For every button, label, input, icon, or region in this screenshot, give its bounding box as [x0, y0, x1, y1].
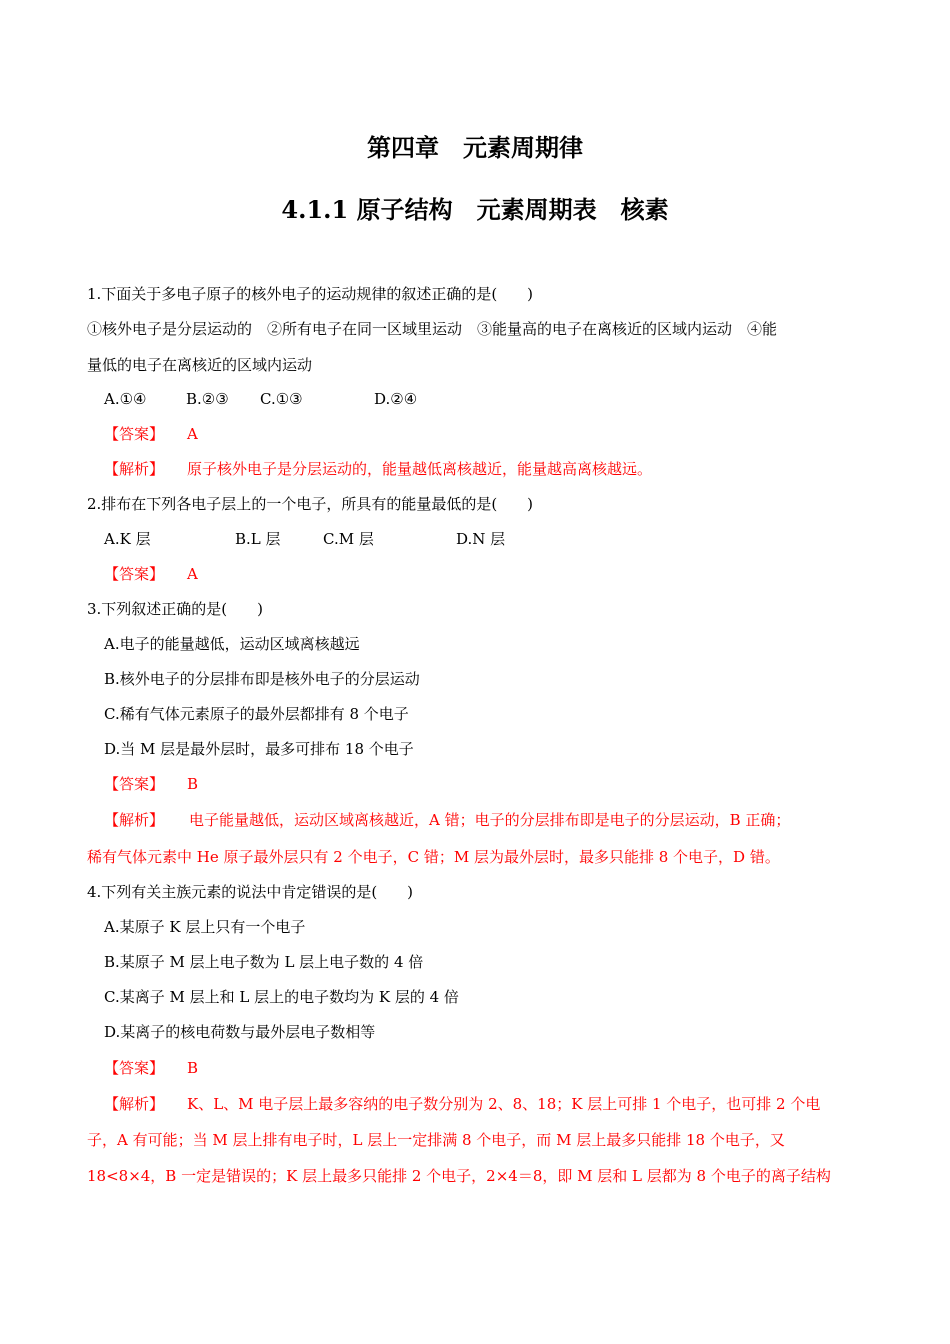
question-2-stem: 2.排布在下列各电子层上的一个电子，所具有的能量最低的是( ) [87, 495, 534, 513]
option-d: D.当 M 层是最外层时，最多可排布 18 个电子 [104, 740, 414, 758]
question-4-analysis-line: 子，A 有可能；当 M 层上排有电子时，L 层上一定排满 8 个电子，而 M 层上最多只能排 18 个电子，又 [87, 1131, 785, 1149]
question-2-options [104, 529, 524, 549]
analysis-label: 【解析】 [104, 1095, 165, 1113]
analysis-text: 电子能量越低，运动区域离核越近，A 错；电子的分层排布即是电子的分层运动，B 正确； [189, 811, 791, 829]
section-title: 4.1.1 原子结构 元素周期表 核素 [281, 195, 669, 224]
answer-label: 【答案】 [104, 775, 165, 793]
question-1-stem: 1.下面关于多电子原子的核外电子的运动规律的叙述正确的是( ) [87, 285, 534, 303]
question-4-answer [104, 1058, 304, 1078]
answer-value: A [187, 565, 198, 583]
question-2-answer [104, 564, 304, 584]
analysis-label: 【解析】 [104, 811, 165, 829]
answer-label: 【答案】 [104, 425, 165, 443]
analysis-text: 原子核外电子是分层运动的，能量越低离核越近，能量越高离核越远。 [187, 460, 653, 478]
chapter-title: 第四章 元素周期律 [367, 133, 583, 162]
option-b: B.某原子 M 层上电子数为 L 层上电子数的 4 倍 [104, 953, 424, 971]
question-1-options [104, 389, 524, 409]
answer-label: 【答案】 [104, 1059, 165, 1077]
question-1-stem-line: ①核外电子是分层运动的 ②所有电子在同一区域里运动 ③能量高的电子在离核近的区域内运动 ④能 [87, 320, 778, 338]
question-1-analysis [104, 459, 864, 479]
option-d: D.②④ [374, 390, 418, 408]
option-b: B.②③ [186, 390, 229, 408]
question-4-analysis [104, 1094, 884, 1114]
option-c: C.某离子 M 层上和 L 层上的电子数均为 K 层的 4 倍 [104, 988, 459, 1006]
answer-value: A [187, 425, 198, 443]
option-c: C.M 层 [323, 530, 374, 548]
question-4-analysis-line: 18<8×4，B 一定是错误的；K 层上最多只能排 2 个电子，2×4＝8，即 M 层和 L 层都为 8 个电子的离子结构 [87, 1167, 831, 1185]
question-3-answer [104, 774, 304, 794]
option-b: B.核外电子的分层排布即是核外电子的分层运动 [104, 670, 420, 688]
option-a: A.K 层 [104, 530, 151, 548]
option-d: D.N 层 [456, 530, 506, 548]
question-3-analysis [104, 810, 884, 830]
option-b: B.L 层 [235, 530, 281, 548]
question-3-analysis-line: 稀有气体元素中 He 原子最外层只有 2 个电子，C 错；M 层为最外层时，最多只能排 8 个电子，D 错。 [87, 848, 780, 866]
answer-value: B [187, 775, 199, 793]
option-d: D.某离子的核电荷数与最外层电子数相等 [104, 1023, 376, 1041]
option-a: A.①④ [104, 390, 147, 408]
question-3-stem: 3.下列叙述正确的是( ) [87, 600, 264, 618]
question-1-answer [104, 424, 304, 444]
analysis-label: 【解析】 [104, 460, 165, 478]
question-1-stem-line: 量低的电子在离核近的区域内运动 [87, 356, 313, 374]
answer-label: 【答案】 [104, 565, 165, 583]
analysis-text: K、L、M 电子层上最多容纳的电子数分别为 2、8、18；K 层上可排 1 个电子，也可排 2 个电 [187, 1095, 821, 1113]
question-4-stem: 4.下列有关主族元素的说法中肯定错误的是( ) [87, 883, 414, 901]
answer-value: B [187, 1059, 199, 1077]
option-a: A.某原子 K 层上只有一个电子 [104, 918, 306, 936]
option-c: C.稀有气体元素原子的最外层都排有 8 个电子 [104, 705, 409, 723]
option-a: A.电子的能量越低，运动区域离核越远 [104, 635, 360, 653]
option-c: C.①③ [260, 390, 303, 408]
